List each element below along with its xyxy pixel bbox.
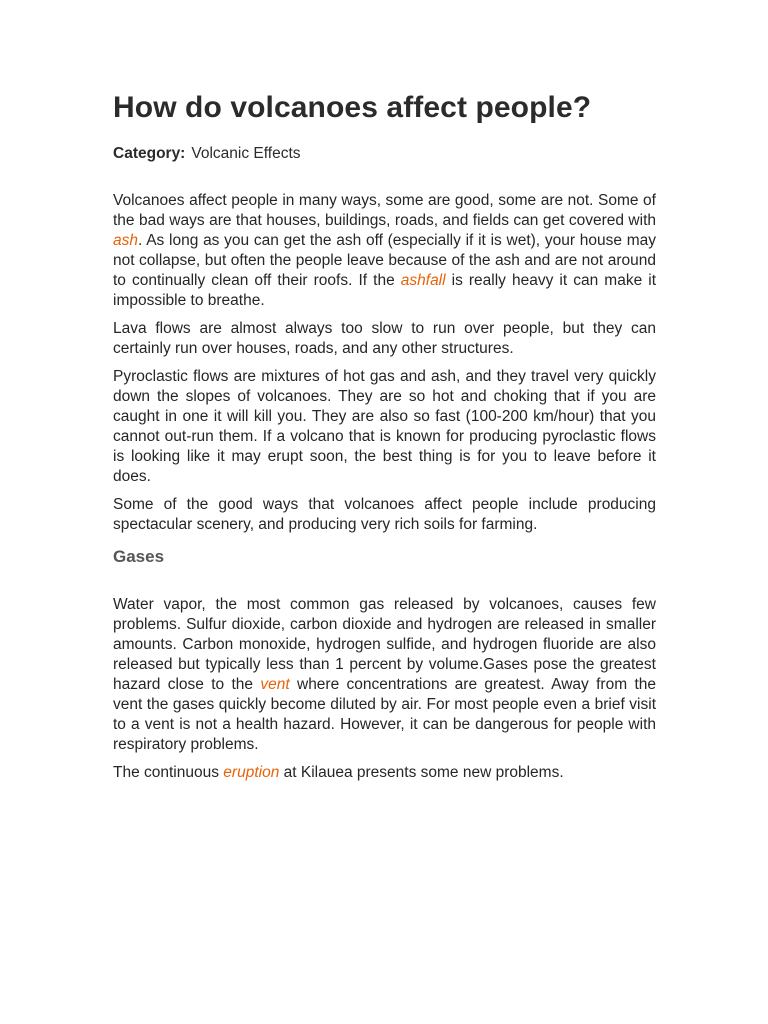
ashfall-link[interactable]: ashfall bbox=[400, 272, 446, 289]
page-title: How do volcanoes affect people? bbox=[113, 91, 592, 124]
intro-text-a: Volcanoes affect people in many ways, some are good, some are not. Some of the bad ways are that houses, buildings, roads, and fields can get covered with bbox=[113, 192, 656, 229]
gases-text-b: where concentrations are greatest. Away from the vent the gases quickly become diluted by air. For most people even a brief visit to a vent is not a health hazard. However, it can be dangerous for people with respiratory problems. bbox=[113, 676, 657, 753]
ash-link[interactable]: ash bbox=[113, 232, 138, 249]
pyroclastic-flows-paragraph: Pyroclastic flows are mixtures of hot gas and ash, and they travel very quickly down the slopes of volcanoes. They are so hot and choking that if you are caught in one it will kill you. They are also so fast (100-200 km/hour) that you cannot out-run them. If a volcano that is known for producing pyroclastic flows is looking like it may erupt soon, the best thing is for you to leave before it does. bbox=[113, 368, 656, 485]
category-value: Volcanic Effects bbox=[191, 145, 301, 162]
intro-text-b: . As long as you can get the ash off (especially if it is wet), your house may not collapse, but often the people leave because of the ash and are not around to continually clean off their roofs. If the bbox=[113, 232, 656, 289]
intro-text-c: is really heavy it can make it impossible to breathe. bbox=[113, 272, 657, 309]
lava-flows-paragraph: Lava flows are almost always too slow to run over people, but they can certainly run over houses, roads, and any other structures. bbox=[113, 320, 656, 357]
kilauea-text-b: at Kilauea presents some new problems. bbox=[279, 764, 564, 781]
kilauea-text-a: The continuous bbox=[113, 764, 224, 781]
document-page bbox=[113, 88, 656, 791]
gases-heading: Gases bbox=[113, 547, 165, 566]
intro-paragraph bbox=[113, 191, 656, 311]
eruption-link[interactable]: eruption bbox=[223, 764, 280, 781]
gases-paragraph bbox=[113, 595, 656, 755]
kilauea-paragraph bbox=[113, 763, 656, 783]
good-effects-paragraph: Some of the good ways that volcanoes affect people include producing spectacular scenery, and producing very rich soils for farming. bbox=[113, 496, 656, 533]
category-label: Category: bbox=[113, 145, 186, 162]
gases-text-a: Water vapor, the most common gas released by volcanoes, causes few problems. Sulfur dioxide, carbon dioxide and hydrogen are released in smaller amounts. Carbon monoxide, hydrogen sulfide, and hydrogen fluoride are also released but typically less than 1 percent by volume.Gases pose the greatest hazard close to the bbox=[113, 596, 656, 693]
category-line bbox=[113, 144, 656, 164]
vent-link[interactable]: vent bbox=[260, 676, 290, 693]
